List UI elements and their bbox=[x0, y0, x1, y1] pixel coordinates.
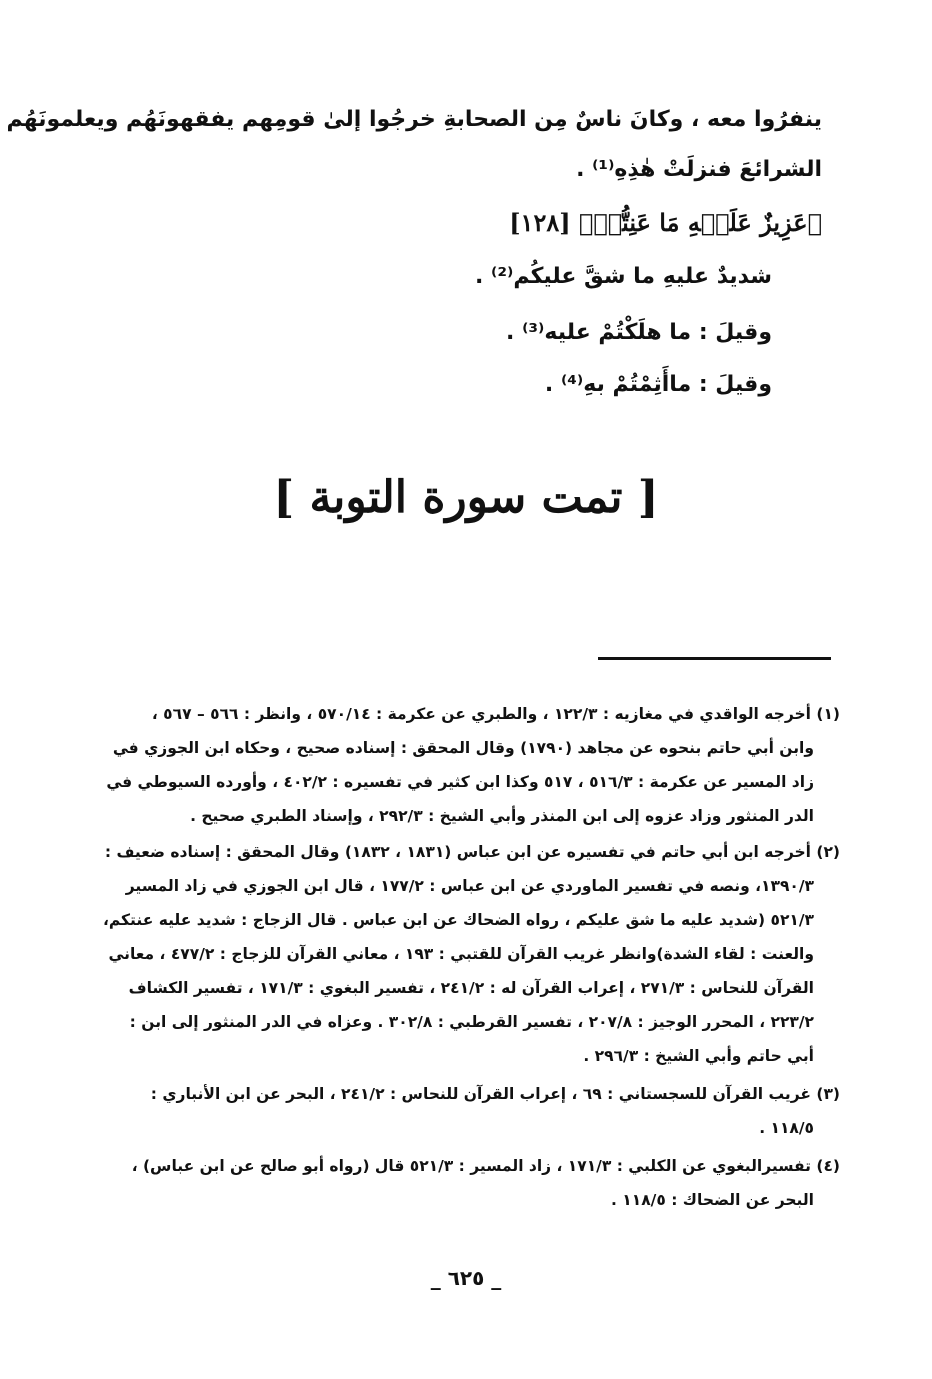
footnote-1-line-2: وابن أبي حاتم بنحوه عن مجاهد (١٧٩٠) وقال المحقق : إسناده صحيح ، وحكاه ابن الجوزي في bbox=[112, 739, 814, 757]
section-end-title: [ تمت سورة التوبة ] bbox=[273, 472, 659, 523]
footnote-2-line-7: أبي حاتم وأبي الشيخ : ٢٩٦/٣ . bbox=[583, 1047, 814, 1065]
footnote-2-line-2: ١٣٩٠/٣، ونصه في تفسير الماوردي عن ابن عباس : ١٧٧/٢ ، قال ابن الجوزي في زاد المسير bbox=[125, 877, 814, 895]
footnote-2-line-6: ٢٢٣/٢ ، المحرر الوجيز : ٢٠٧/٨ ، تفسير القرطبي : ٣٠٢/٨ . وعزاه في الدر المنثور إلى ابن : bbox=[129, 1013, 814, 1031]
footnote-3-line-1: (٣) غريب القرآن للسجستاني : ٦٩ ، إعراب القرآن للنحاس : ٢٤١/٢ ، البحر عن ابن الأنباري : bbox=[150, 1085, 840, 1103]
body-line-6: وقيلَ : ماأَثِمْتُمْ بهِ⁽⁴⁾ . bbox=[544, 372, 772, 397]
body-line-5: وقيلَ : ما هلَكْتُمْ عليه⁽³⁾ . bbox=[506, 320, 772, 345]
quran-verse: ﴿عَزِيزٌ عَلَيۡهِ مَا عَنِتُّمۡ﴾ [١٢٨] bbox=[509, 208, 822, 237]
footnote-4-line-2: البحر عن الضحاك : ١١٨/٥ . bbox=[610, 1191, 814, 1209]
page-number: _ ٦٢٥ _ bbox=[430, 1266, 502, 1290]
footnote-2-line-1: (٢) أخرجه ابن أبي حاتم في تفسيره عن ابن عباس (١٨٣١ ، ١٨٣٢) وقال المحقق : إسناده ضعيف : bbox=[104, 843, 840, 861]
body-line-1: ينفرُوا معه ، وكانَ ناسٌ مِن الصحابةِ خرجُوا إلىٰ قومِهم يفقهونَهُم ويعلمونَهُم bbox=[6, 107, 822, 132]
body-line-4: شديدٌ عليهِ ما شقَّ عليكُم⁽²⁾ . bbox=[475, 264, 772, 289]
footnote-separator bbox=[598, 657, 831, 660]
footnote-3-line-2: ١١٨/٥ . bbox=[759, 1119, 814, 1137]
body-line-2: الشرائعَ فنزلَتْ هٰذِهِ⁽¹⁾ . bbox=[576, 157, 822, 182]
footnote-2-line-4: والعنت : لقاء الشدة)وانظر غريب القرآن للقتبي : ١٩٣ ، معاني القرآن للزجاج : ٤٧٧/٢ ، معاني bbox=[108, 945, 814, 963]
footnote-1-line-3: زاد المسير عن عكرمة : ٥١٦/٣ ، ٥١٧ وكذا ابن كثير في تفسيره : ٤٠٢/٢ ، وأورده السيوطي في bbox=[106, 773, 814, 791]
footnote-2-line-5: القرآن للنحاس : ٢٧١/٣ ، إعراب القرآن له : ٢٤١/٢ ، تفسير البغوي : ١٧١/٣ ، تفسير الكشاف bbox=[128, 979, 814, 997]
footnote-1-line-1: (١) أخرجه الواقدي في مغازيه : ١٢٢/٣ ، والطبري عن عكرمة : ٥٧٠/١٤ ، وانظر : ٥٦٦ – ٥٦٧ ، bbox=[151, 705, 840, 723]
footnote-4-line-1: (٤) تفسيرالبغوي عن الكلبي : ١٧١/٣ ، زاد المسير : ٥٢١/٣ قال (رواه أبو صالح عن ابن عباس) ، bbox=[131, 1157, 840, 1175]
footnote-2-line-3: ٥٢١/٣ (شديد عليه ما شق عليكم ، رواه الضحاك عن ابن عباس . قال الزجاج : شديد عليه عنتكم، bbox=[103, 911, 814, 929]
footnote-1-line-4: الدر المنثور وزاد عزوه إلى ابن المنذر وأبي الشيخ : ٢٩٢/٣ ، وإسناد الطبري صحيح . bbox=[190, 807, 814, 825]
